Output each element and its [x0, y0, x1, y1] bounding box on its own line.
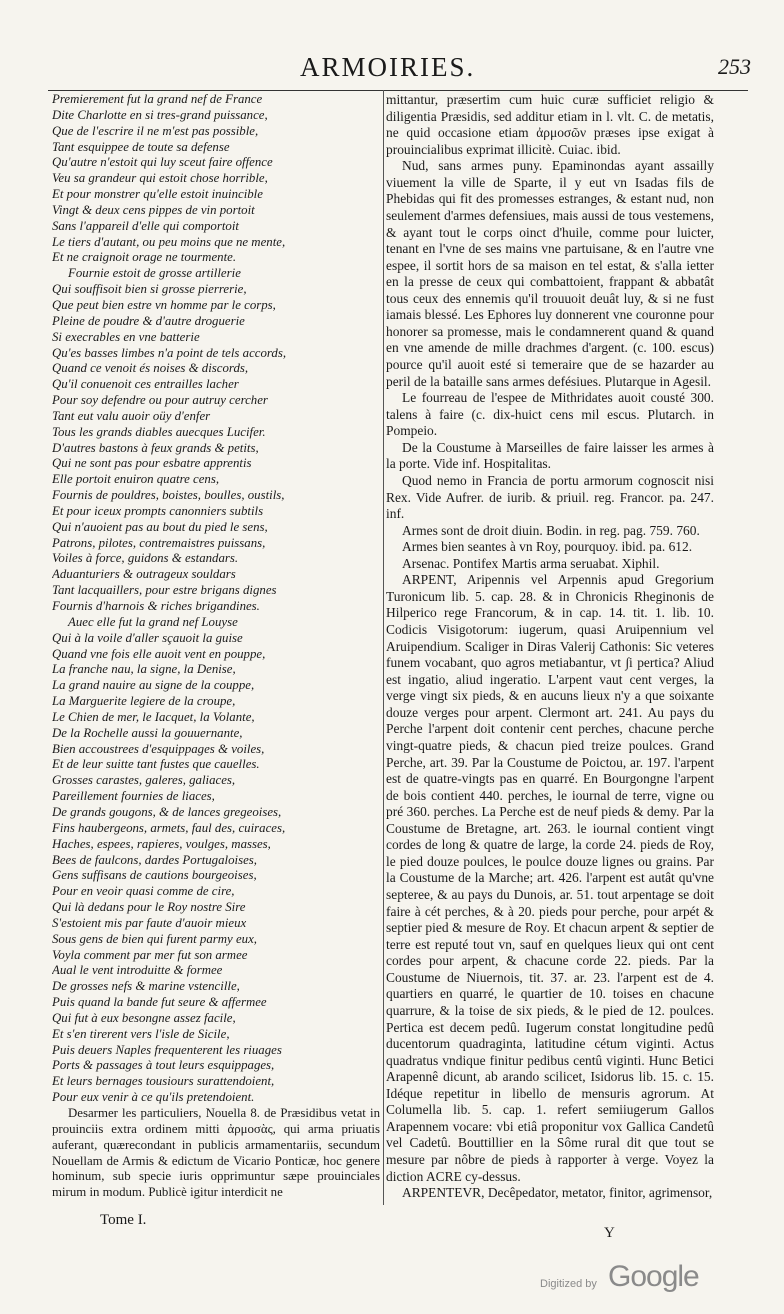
- poem-line: Voyla comment par mer fut son armee: [52, 947, 248, 962]
- header-title: ARMOIRIES.: [300, 52, 476, 82]
- poem-line: Bien accoustrees d'esquippages & voiles,: [52, 741, 265, 756]
- poem-line: Ports & passages à tout leurs esquippages,: [52, 1058, 275, 1073]
- poem-line: Voiles à force, guidons & estandars.: [52, 551, 239, 566]
- poem-line: Dite Charlotte en si tres-grand puissance,: [52, 107, 268, 122]
- poem-line: Pour eux venir à ce qu'ils pretendoient.: [52, 1090, 255, 1105]
- poem-line: Auec elle fut la grand nef Louyse: [68, 614, 238, 629]
- poem-line: Fournis d'harnois & riches brigandines.: [52, 599, 260, 613]
- poem-line: Aduanturiers & outrageux souldars: [52, 567, 236, 582]
- poem-line: Premierement fut la grand nef de France: [52, 92, 263, 106]
- poem-line: Quand ce venoit és noises & discords,: [52, 361, 249, 376]
- poem-line: Patrons, pilotes, contremaistres puissans,: [52, 535, 266, 550]
- poem-line: Quand vne fois elle auoit vent en pouppe,: [52, 646, 266, 661]
- poem-line: Et leurs bernages tousiours surattendoient,: [52, 1074, 275, 1089]
- poem-line: Et s'en tirerent vers l'isle de Sicile,: [52, 1026, 230, 1041]
- running-header: [0, 52, 784, 92]
- poem-line: La Marguerite legiere de la croupe,: [52, 694, 236, 709]
- poem-line: Veu sa grandeur qui estoit chose horrible,: [52, 171, 268, 186]
- right-paragraph: Quod nemo in Francia de portu armorum cognoscit nisi Rex. Vide Aufrer. de iurib. & priuil. reg. Francor. pa. 247. inf.: [386, 472, 714, 522]
- poem-line: Qui là dedans pour le Roy nostre Sire: [52, 900, 246, 915]
- poem-line: Le tiers d'autant, ou peu moins que ne mente,: [52, 234, 286, 249]
- right-paragraph: Arsenac. Pontifex Martis arma seruabat. Xiphil.: [402, 555, 660, 571]
- column-divider: [383, 90, 384, 1205]
- right-paragraph: Nud, sans armes puny. Epaminondas ayant assailly viuement la ville de Sparte, il y eut vn Isadas fils de Phebidas qui fit des promesses estranges, & estant nud, non seulement d'armes defensiues, mais aussi de tous vestemens, & ayant tout le corps oinct d'huile, comme pour luicter, tenant en l'vne de ses mains vne partuisane, & en l'autre vne espee, il sortit hors de sa maison en tel estat, & s'alla ietter en la presse de ceux qui combattoient, frappant & abbatât tous ceux des ennemis qu'il trouuoit deuât luy, & si ne fust iamais blessé. Les Ephores luy donnerent vne couronne pour honorer sa promesse, mais le condamnerent quand & quand en vne amende de mille drachmes d'argent. (c. 100. escus) pource qu'il auoit esté si temeraire que de se hazarder au peril de la bataille sans armes defésiues. Plutarque in Agesil.: [386, 158, 714, 389]
- poem-line: Que de l'escrire il ne m'est pas possible,: [52, 123, 259, 138]
- poem-line: Pleine de poudre & d'autre droguerie: [52, 313, 245, 328]
- poem-line: De la Rochelle aussi la gouuernante,: [52, 725, 243, 740]
- right-column: [386, 92, 714, 1205]
- poem-line: La grand nauire au signe de la couppe,: [52, 678, 255, 693]
- poem-line: D'autres bastons à feux grands & petits,: [52, 440, 259, 455]
- poem-line: S'estoient mis par faute d'auoir mieux: [52, 915, 247, 930]
- right-paragraph: mittantur, præsertim cum huic curæ sufficiet religio & diligentia Præsidis, sed additur etiam in l. vlt. C. de metatis, ne quid occasione etiam ἀρμοσῶν præses ipse exigat à prouincialibus exprimat illicitè. Cuiac. ibid.: [386, 92, 714, 157]
- poem-line: Qui n'auoient pas au bout du pied le sens,: [52, 519, 268, 534]
- header-rule: [48, 90, 748, 91]
- poem-line: Tant esquippee de toute sa defense: [52, 139, 230, 154]
- poem-line: Tous les grands diables auecques Lucifer.: [52, 424, 266, 439]
- poem-line: Bees de faulcons, dardes Portugaloises,: [52, 852, 257, 867]
- poem-line: Qui fut à eux besongne assez facile,: [52, 1010, 236, 1025]
- digitized-watermark: [540, 1260, 760, 1300]
- poem-line: Et pour iceux prompts canonniers subtils: [52, 503, 264, 518]
- right-paragraph: Armes bien seantes à vn Roy, pourquoy. ibid. pa. 612.: [402, 539, 693, 555]
- watermark-prefix: Digitized by: [540, 1278, 597, 1290]
- google-logo: Google: [608, 1260, 699, 1293]
- poem-line: Qu'il conuenoit ces entrailles lacher: [52, 377, 239, 392]
- poem-block: [52, 92, 380, 1106]
- right-paragraph: ARPENTEVR, Decêpedator, metator, finitor, agrimensor,: [402, 1185, 713, 1201]
- poem-line: Vingt & deux cens pippes de vin portoit: [52, 202, 255, 217]
- right-paragraph: De la Coustume à Marseilles de faire laisser les armes à la porte. Vide inf. Hospitalitas.: [386, 439, 714, 472]
- poem-line: La franche nau, la signe, la Denise,: [52, 662, 236, 677]
- poem-line: Qui à la voile d'aller sçauoit la guise: [52, 630, 243, 645]
- right-paragraph: Armes sont de droit diuin. Bodin. in reg. pag. 759. 760.: [402, 522, 700, 538]
- poem-line: Qu'es basses limbes n'a point de tels accords,: [52, 345, 287, 360]
- poem-line: Gens suffisans de cautions bourgeoises,: [52, 868, 257, 883]
- page-number: 253: [718, 54, 751, 79]
- poem-line: Pareillement fournies de liaces,: [52, 789, 215, 804]
- poem-line: Elle portoit enuiron quatre cens,: [52, 472, 220, 487]
- poem-line: De grands gougons, & de lances gregeoises,: [52, 804, 282, 819]
- poem-line: Puis quand la bande fut seure & affermee: [52, 995, 267, 1010]
- poem-line: Fournis de pouldres, boistes, boulles, oustils,: [52, 488, 285, 503]
- poem-line: Et pour monstrer qu'elle estoit inuincible: [52, 187, 263, 202]
- poem-line: Pour soy defendre ou pour autruy cercher: [52, 393, 268, 408]
- poem-line: Sous gens de bien qui furent parmy eux,: [52, 931, 257, 946]
- poem-line: Si execrables en vne batterie: [52, 329, 200, 344]
- poem-line: Pour en veoir quasi comme de cire,: [52, 884, 235, 899]
- left-prose-paragraph: Desarmer les particuliers, Nouella 8. de Præsidibus vetat in prouinciis extra ordinem mitti ἀρμοσὰς, qui arma priuatis auferant, quærecondant in publicis armamentariis, secundum Nouellam de Armis & edictum de Vicario Ponticæ, hoc genere hominum, sub specie iuris opprimuntur sæpe prouinciales mirum in modum. Publicè igitur interdicit ne: [52, 1106, 380, 1200]
- poem-line: Qui ne sont pas pour esbatre apprentis: [52, 456, 252, 471]
- poem-line: Sans l'appareil d'elle qui comportoit: [52, 218, 239, 233]
- poem-line: Fournie estoit de grosse artillerie: [68, 266, 241, 281]
- left-prose: [52, 1106, 380, 1201]
- poem-line: Et de leur suitte tant fustes que cauelles.: [52, 757, 260, 772]
- poem-line: Le Chien de mer, le Iacquet, la Volante,: [52, 709, 255, 724]
- poem-line: Et ne craignoit orage ne tourmente.: [52, 250, 237, 265]
- poem-line: Grosses carastes, galeres, galiaces,: [52, 773, 236, 788]
- poem-line: Aual le vent introduitte & formee: [52, 963, 223, 978]
- poem-line: Tant lacquaillers, pour estre brigans dignes: [52, 583, 277, 598]
- poem-line: Fins haubergeons, armets, faul des, cuiraces,: [52, 820, 286, 835]
- right-paragraph: Le fourreau de l'espee de Mithridates auoit cousté 300. talens à faire (c. dix-huict cens mil escus. Plutarch. in Pompeio.: [386, 390, 714, 439]
- poem-line: Haches, espees, rapieres, voulges, masses,: [52, 836, 271, 851]
- poem-line: Puis deuers Naples frequenterent les riuages: [52, 1042, 282, 1057]
- volume-label: Tome I.: [100, 1212, 147, 1228]
- left-column: [52, 92, 380, 1205]
- poem-line: Que peut bien estre vn homme par le corps,: [52, 297, 276, 312]
- poem-line: Qui souffisoit bien si grosse pierrerie,: [52, 282, 247, 297]
- poem-line: Tant eut valu auoir oüy d'enfer: [52, 408, 211, 423]
- poem-line: Qu'autre n'estoit qui luy sceut faire offence: [52, 155, 273, 170]
- right-paragraph: ARPENT, Aripennis vel Arpennis apud Gregorium Turonicum lib. 5. cap. 28. & in Chronicis Rheginonis de Hilperico rege Francorum, & in cap. 14. tit. 1. lib. 10. Codicis Visigotorum: iugerum, quasi Aruipennium vel Aruipendium. Scaliger in Diras Valerij Cathonis: Sic veteres funem vocabant, quo agros metiabantur, vt ∫i pertica? Aliud est ingatio, aliud ingeratio. L'arpent vaut cent verges, la verge vingt six pieds, & en aucuns lieux n'y a que soixante douze verges pour arpent. Clermont art. 241. Au pays du Perche l'arpent doit contenir cent perches, chacune perche vingt-quatre pieds, & chacun pied treize poulces. Grand Perche, art. 39. Par la Coustume de Poictou, ar. 197. l'arpent est de quatre-vingts pas en quarré. En Bourgongne l'arpent de bois contient 440. perches, le iournal de terre, vigne ou pré 360. perches. La Perche est de neuf pieds & demy. Par la Coustume de Bretagne, art. 263. le iournal contient vingt cordes de long & quatre de large, la corde 24. pieds de Roy, le pied douze poulces, le poulce douze lignes ou grains. Par la Coustume de la Marche; art. 426. l'arpent est autât qu'vne septeree, & au pays du Dunois, ar. 51. tout arpentage se doit faire à cét perches, & à 20. pieds pour perche, pour arpét & septier pied & mesure de Roy. Et chacun arpent & septier de terre est reputé tout vn, sauf en quelques lieux qui ont cent cordes pour arpent, & chacune corde 22. pieds. Par la Coustume de Niuernois, tit. 37. ar. 23. l'arpent est de 4. quartiers en quarré, le quartier de 10. toises en chacune quarrure, & la toise de six pieds, & le pied de 12. poulces. Pertica est decem pedû. Iugerum constat longitudine pedû ducentorum quadraginta, latitudine cétum viginti. Actus quadratus vndique finitur pedibus centû viginti. Hunc Betici Arapennê dicunt, ab arando scilicet, Isidorus lib. 15. c. 15. Idéque repetitur in libello de mensuris agrorum. At Columella lib. 5. cap. 1. refert semiiugerum Gallos Arapennem vocare: vbi etiâ proponitur vox Gallica Candetû vel Cadetû. Bouttillier en la Sôme rural dit que tout se mesure par nôbre de pieds à rapporter à verge. Voyez la diction ACRE cy-dessus.: [386, 572, 714, 1184]
- poem-line: De grosses nefs & marine vstencille,: [52, 979, 240, 994]
- signature-mark: Y: [604, 1225, 615, 1241]
